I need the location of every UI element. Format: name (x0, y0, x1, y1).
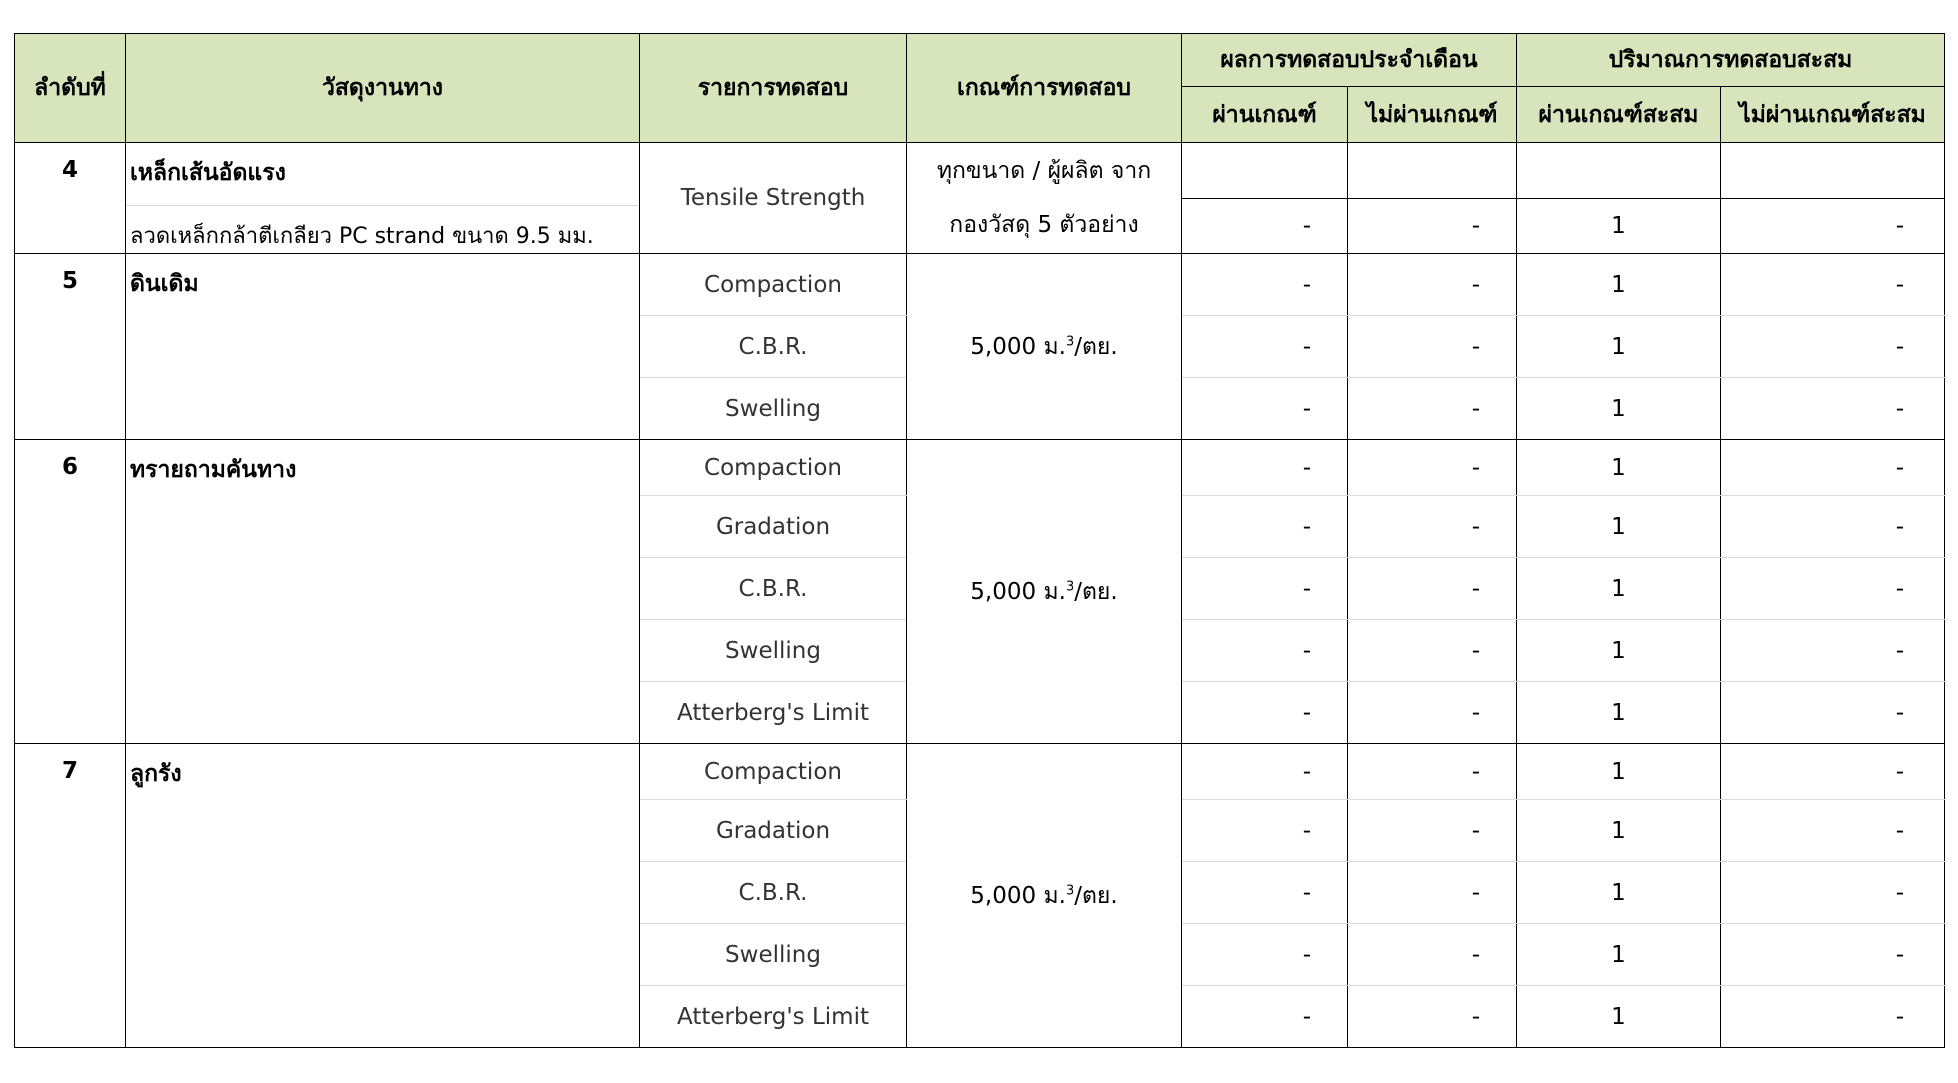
cumulative-pass: 1 (1517, 986, 1721, 1048)
test-criteria (907, 440, 1182, 744)
cumulative-fail: - (1721, 558, 1945, 620)
test-item: Compaction (640, 744, 907, 800)
empty-cell (1182, 143, 1348, 199)
cumulative-fail: - (1721, 316, 1945, 378)
row-number: 4 (15, 143, 126, 254)
groups-body (15, 254, 1945, 1048)
monthly-fail: - (1348, 986, 1517, 1048)
cumulative-pass: 1 (1517, 744, 1721, 800)
row-number: 6 (15, 440, 126, 744)
header-no: ลำดับที่ (15, 34, 126, 143)
monthly-pass: - (1182, 862, 1348, 924)
cumulative-fail: - (1721, 744, 1945, 800)
monthly-fail: - (1348, 620, 1517, 682)
monthly-pass: - (1182, 378, 1348, 440)
monthly-fail: - (1348, 682, 1517, 744)
test-criteria (907, 254, 1182, 440)
empty-cell (1348, 143, 1517, 199)
test-item: Swelling (640, 620, 907, 682)
header-pass-cumulative: ผ่านเกณฑ์สะสม (1517, 87, 1721, 143)
test-item: C.B.R. (640, 862, 907, 924)
row-number: 7 (15, 744, 126, 1048)
material-cell (126, 440, 640, 744)
material-name: ทรายถามคันทาง (130, 457, 297, 483)
empty-cell (1721, 143, 1945, 199)
monthly-fail: - (1348, 744, 1517, 800)
monthly-pass: - (1182, 496, 1348, 558)
cumulative-pass: 1 (1517, 440, 1721, 496)
header-pass: ผ่านเกณฑ์ (1182, 87, 1348, 143)
cumulative-fail: - (1721, 800, 1945, 862)
monthly-fail: - (1348, 800, 1517, 862)
monthly-pass: - (1182, 254, 1348, 316)
monthly-pass: - (1182, 800, 1348, 862)
monthly-pass: - (1182, 744, 1348, 800)
test-item: Compaction (640, 254, 907, 316)
test-item: Atterberg's Limit (640, 682, 907, 744)
criteria-amount: 5,000 ม. (970, 882, 1066, 909)
criteria-amount: 5,000 ม. (970, 333, 1066, 360)
monthly-fail: - (1348, 378, 1517, 440)
cumulative-fail: - (1721, 620, 1945, 682)
cumulative-pass: 1 (1517, 254, 1721, 316)
material-cell (126, 254, 640, 440)
criteria-unit: /ตย. (1074, 882, 1118, 909)
criteria-unit: /ตย. (1074, 578, 1118, 605)
row-number: 5 (15, 254, 126, 440)
cumulative-fail: - (1721, 986, 1945, 1048)
cumulative-fail: - (1721, 924, 1945, 986)
cumulative-fail: - (1721, 440, 1945, 496)
test-item: Swelling (640, 924, 907, 986)
cumulative-pass: 1 (1517, 378, 1721, 440)
monthly-fail: - (1348, 440, 1517, 496)
criteria-exponent: 3 (1065, 333, 1075, 349)
cumulative-pass: 1 (1517, 620, 1721, 682)
test-item: Atterberg's Limit (640, 986, 907, 1048)
cumulative-pass: 1 (1517, 800, 1721, 862)
header-cumulative-results: ปริมาณการทดสอบสะสม (1517, 34, 1945, 87)
monthly-fail: - (1348, 862, 1517, 924)
material-name: เหล็กเส้นอัดแรง (130, 160, 286, 186)
test-item: Swelling (640, 378, 907, 440)
test-item: C.B.R. (640, 316, 907, 378)
test-item: Gradation (640, 496, 907, 558)
monthly-pass: - (1182, 198, 1348, 254)
test-criteria (907, 744, 1182, 1048)
monthly-pass: - (1182, 316, 1348, 378)
cumulative-pass: 1 (1517, 558, 1721, 620)
material-subtitle: ลวดเหล็กกล้าตีเกลียว PC strand ขนาด 9.5 มม. (126, 205, 639, 253)
cumulative-fail: - (1721, 862, 1945, 924)
criteria-line-1: ทุกขนาด / ผู้ผลิต จาก (936, 158, 1152, 184)
criteria-exponent: 3 (1065, 578, 1075, 594)
criteria-line-2: กองวัสดุ 5 ตัวอย่าง (949, 212, 1139, 238)
cumulative-pass: 1 (1517, 924, 1721, 986)
monthly-fail: - (1348, 558, 1517, 620)
material-cell (126, 143, 640, 254)
header-fail-cumulative: ไม่ผ่านเกณฑ์สะสม (1721, 87, 1945, 143)
monthly-pass: - (1182, 924, 1348, 986)
cumulative-pass: 1 (1517, 198, 1721, 254)
cumulative-fail: - (1721, 254, 1945, 316)
material-cell (126, 744, 640, 1048)
monthly-fail: - (1348, 496, 1517, 558)
test-item: Compaction (640, 440, 907, 496)
cumulative-pass: 1 (1517, 682, 1721, 744)
test-item: C.B.R. (640, 558, 907, 620)
monthly-pass: - (1182, 682, 1348, 744)
test-item: Tensile Strength (640, 143, 907, 254)
cumulative-pass: 1 (1517, 862, 1721, 924)
criteria-exponent: 3 (1065, 882, 1075, 898)
cumulative-fail: - (1721, 378, 1945, 440)
monthly-pass: - (1182, 558, 1348, 620)
header-fail: ไม่ผ่านเกณฑ์ (1348, 87, 1517, 143)
monthly-pass: - (1182, 620, 1348, 682)
material-name: ดินเดิม (130, 271, 199, 297)
monthly-fail: - (1348, 924, 1517, 986)
cumulative-pass: 1 (1517, 496, 1721, 558)
material-name: ลูกรัง (130, 761, 182, 787)
header-criteria: เกณฑ์การทดสอบ (907, 34, 1182, 143)
monthly-fail: - (1348, 254, 1517, 316)
criteria-amount: 5,000 ม. (970, 578, 1066, 605)
criteria-unit: /ตย. (1074, 333, 1118, 360)
test-results-table (14, 33, 1945, 1048)
cumulative-fail: - (1721, 496, 1945, 558)
cumulative-fail: - (1721, 682, 1945, 744)
header-monthly-results: ผลการทดสอบประจำเดือน (1182, 34, 1517, 87)
test-item: Gradation (640, 800, 907, 862)
monthly-pass: - (1182, 986, 1348, 1048)
header-material: วัสดุงานทาง (126, 34, 640, 143)
monthly-fail: - (1348, 316, 1517, 378)
cumulative-fail: - (1721, 198, 1945, 254)
header-test-item: รายการทดสอบ (640, 34, 907, 143)
monthly-pass: - (1182, 440, 1348, 496)
test-criteria (907, 143, 1182, 254)
monthly-fail: - (1348, 198, 1517, 254)
cumulative-pass: 1 (1517, 316, 1721, 378)
empty-cell (1517, 143, 1721, 199)
